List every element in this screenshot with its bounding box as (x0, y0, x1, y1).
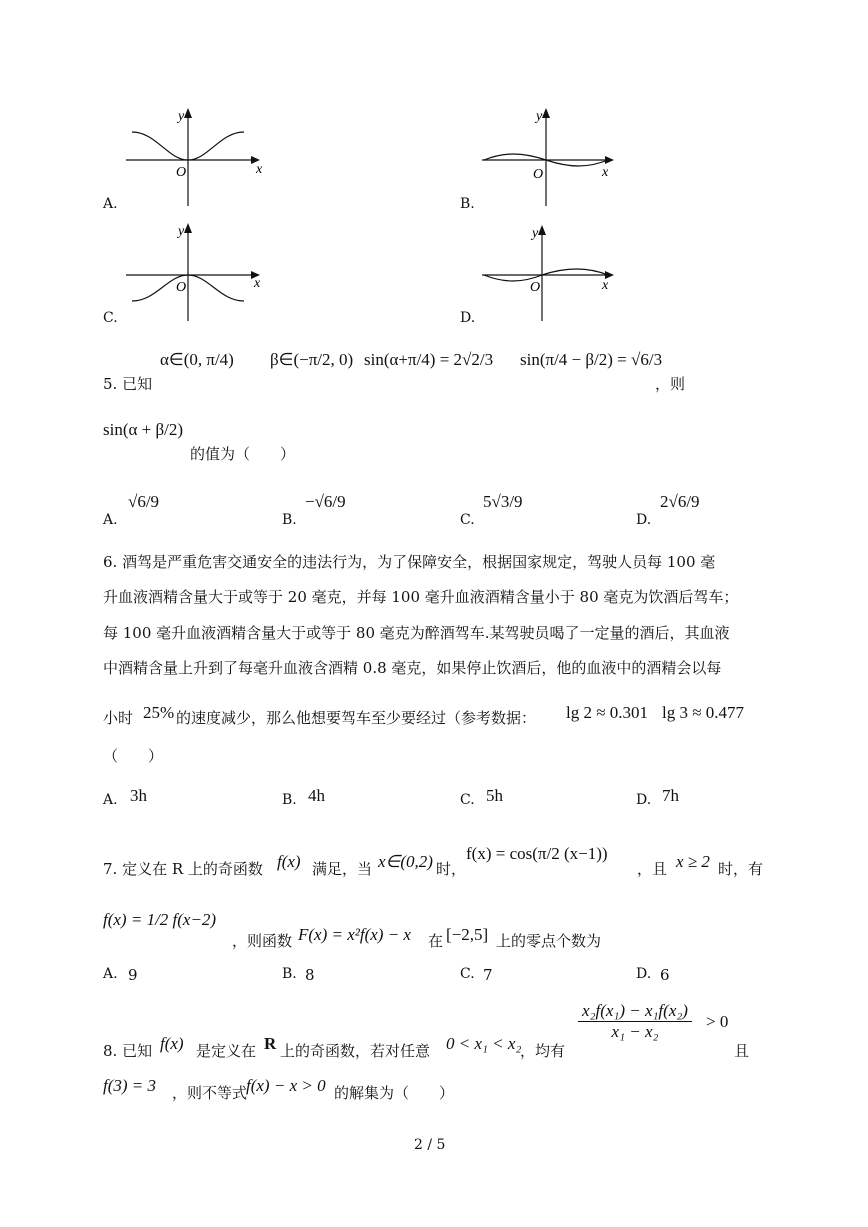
q5-option-c-value: 5√3/9 (483, 492, 523, 511)
q6-option-b-value: 4h (308, 786, 325, 805)
q6-line5-pct: 25% (143, 703, 175, 722)
q6-ref1: lg 2 ≈ 0.301 (566, 703, 649, 722)
graph-option-b-label[interactable]: B. (460, 196, 475, 212)
q5-cond2: sin(π/4 − β/2) = √6/3 (520, 350, 663, 369)
q7-option-c-label[interactable]: C. (460, 966, 475, 982)
q6-bracket: （ ） (103, 747, 164, 765)
q7-option-d-value: 6 (660, 966, 670, 984)
q7-option-a-label[interactable]: A. (103, 966, 118, 982)
q6-line3: 每 100 毫升血液酒精含量大于或等于 80 毫克为醉酒驾车.某驾驶员喝了一定量的酒后，其血液 (103, 624, 730, 642)
graph-option-b (478, 100, 628, 210)
q7-t6: ，则函数 (232, 932, 293, 950)
q5-then: ，则 (655, 375, 686, 393)
q8-ineq-num: x₂f(x₁) − x₁f(x₂) (578, 1001, 692, 1022)
q7-interval: [−2,5] (446, 925, 489, 944)
q6-line5-b: 的速度减少，那么他想要驾车至少要经过（参考数据： (176, 709, 537, 727)
q8-R: R (264, 1034, 277, 1053)
q5-option-a-label[interactable]: A. (103, 512, 118, 528)
q6-option-a-label[interactable]: A. (103, 792, 118, 808)
q7-F: F(x) = x²f(x) − x (298, 925, 411, 944)
origin-label: O (176, 280, 187, 295)
q8-ineq-den: x₁ − x₂ (611, 1022, 659, 1041)
q5-option-a-value: √6/9 (128, 492, 160, 511)
q5-alpha-range: α∈(0, π/4) (160, 350, 234, 369)
q6-option-d-value: 7h (662, 786, 679, 805)
q8-t7: 的解集为（ ） (334, 1084, 455, 1102)
q7-option-c-value: 7 (483, 966, 493, 984)
graph-option-a-label[interactable]: A. (103, 196, 118, 212)
q7-option-b-value: 8 (305, 966, 315, 984)
q8-f3: f(3) = 3 (103, 1076, 157, 1095)
q5-option-b-label[interactable]: B. (282, 512, 297, 528)
q8-t1: 8. 已知 (103, 1042, 153, 1060)
q5-ask-text: 的值为（ ） (190, 445, 296, 463)
q7-t1: 7. 定义在 R 上的奇函数 (103, 860, 263, 878)
origin-label: O (530, 280, 541, 295)
q8-fx: f(x) (160, 1034, 184, 1053)
q7-t2: 满足，当 (312, 860, 373, 878)
q7-cond: x ≥ 2 (676, 852, 710, 871)
q6-line5-a: 小时 (103, 709, 134, 727)
axis-y-label: y (178, 109, 185, 124)
q7-formula: f(x) = cos(π/2 (x−1)) (466, 844, 608, 863)
q5-option-d-value: 2√6/9 (660, 492, 700, 511)
q8-inequality-fraction (566, 1001, 704, 1042)
q6-option-c-label[interactable]: C. (460, 792, 475, 808)
q5-option-c-label[interactable]: C. (460, 512, 475, 528)
q8-t5: 且 (734, 1042, 750, 1060)
q7-t3: 时， (436, 860, 467, 878)
axis-y-label: y (178, 224, 185, 239)
page-number: 2 / 5 (414, 1137, 446, 1153)
graph-option-d (478, 215, 628, 325)
q7-t4: ，且 (637, 860, 668, 878)
q6-option-c-value: 5h (486, 786, 503, 805)
q5-cond1: sin(α+π/4) = 2√2/3 (364, 350, 494, 369)
q7-fx: f(x) (277, 852, 301, 871)
axis-x-label: x (254, 276, 261, 291)
q6-line4: 中酒精含量上升到了每毫升血液含酒精 0.8 毫克，如果停止饮酒后，他的血液中的酒精会以每 (103, 659, 722, 677)
axis-y-label: y (532, 226, 539, 241)
q5-prefix: 5. 已知 (103, 375, 153, 393)
graph-option-d-label[interactable]: D. (460, 310, 476, 326)
q6-line2: 升血液酒精含量大于或等于 20 毫克，并每 100 毫升血液酒精含量小于 80 毫克为饮酒后驾车； (103, 588, 739, 606)
axis-y-label: y (536, 109, 543, 124)
q8-t2: 是定义在 (196, 1042, 257, 1060)
q8-t4: ，均有 (520, 1042, 566, 1060)
axis-x-label: x (602, 278, 609, 293)
axis-x-label: x (256, 162, 263, 177)
q7-rec: f(x) = 1/2 f(x−2) (103, 910, 217, 929)
graph-option-c-label[interactable]: C. (103, 310, 118, 326)
q7-option-d-label[interactable]: D. (636, 966, 652, 982)
q8-cond: 0 < x₁ < x₂ (446, 1034, 522, 1053)
q5-option-d-label[interactable]: D. (636, 512, 652, 528)
q7-domain: x∈(0,2) (378, 852, 433, 871)
q6-option-b-label[interactable]: B. (282, 792, 297, 808)
graph-option-a (120, 100, 270, 210)
q7-option-a-value: 9 (128, 966, 138, 984)
q5-ask-expr: sin(α + β/2) (103, 420, 184, 439)
origin-label: O (176, 165, 187, 180)
axis-x-label: x (602, 165, 609, 180)
graph-option-c (120, 215, 270, 325)
q7-t5: 时，有 (718, 860, 764, 878)
q8-t6: ，则不等式 (172, 1084, 248, 1102)
q6-option-d-label[interactable]: D. (636, 792, 652, 808)
q6-ref2: lg 3 ≈ 0.477 (662, 703, 745, 722)
q7-option-b-label[interactable]: B. (282, 966, 297, 982)
q6-option-a-value: 3h (130, 786, 147, 805)
origin-label: O (533, 167, 544, 182)
q5-beta-range: β∈(−π/2, 0) (270, 350, 354, 369)
q7-t7: 在 (428, 932, 444, 950)
q6-line1: 6. 酒驾是严重危害交通安全的违法行为，为了保障安全，根据国家规定，驾驶人员每 100 毫 (103, 553, 716, 571)
q7-t8: 上的零点个数为 (496, 932, 602, 950)
q8-ineq-gt: > 0 (706, 1012, 729, 1031)
q5-option-b-value: −√6/9 (305, 492, 346, 511)
q8-ineq: f(x) − x > 0 (246, 1076, 326, 1095)
q8-t3: 上的奇函数，若对任意 (280, 1042, 431, 1060)
